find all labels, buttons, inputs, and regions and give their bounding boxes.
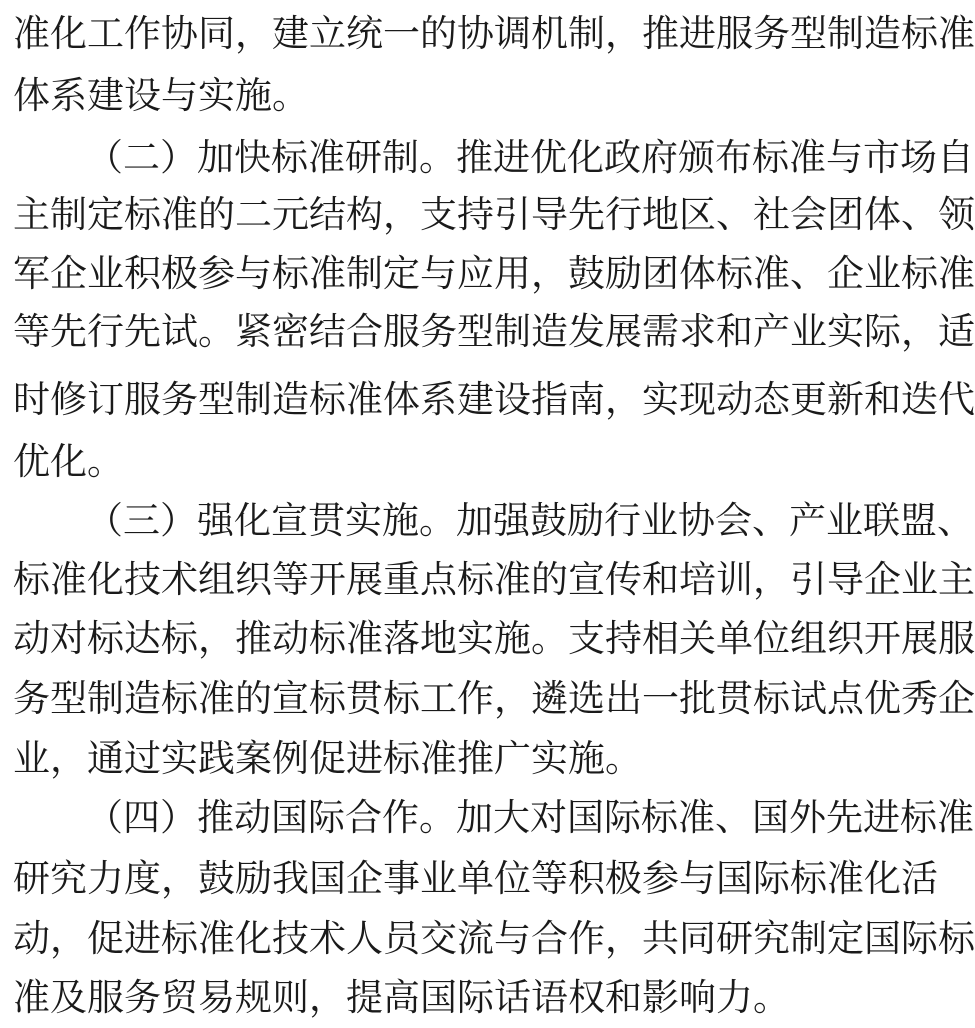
paragraph-line: 动 对 标 达 标 ， 推 动 标 准 落 地 实 施 。 支 持 相 关 单 位 组 织 开 展 服 xyxy=(13,617,975,660)
paragraph-line: 标 准 化 技 术 组 织 等 开 展 重 点 标 准 的 宣 传 和 培 训 ， 引 导 企 业 主 xyxy=(13,558,975,601)
paragraph-line: 动 ， 促 进 标 准 化 技 术 人 员 交 流 与 合 作 ， 共 同 研 究 制 定 国 际 标 xyxy=(13,917,975,960)
paragraph-line: 等 先 行 先 试 。 紧 密 结 合 服 务 型 制 造 发 展 需 求 和 产 业 实 际 ， 适 xyxy=(13,310,975,353)
paragraph-line: 优化。 xyxy=(13,440,124,483)
paragraph-heading-line: （ 二 ） 加 快 标 准 研 制 。 推 进 优 化 政 府 颁 布 标 准 与 市 场 自 xyxy=(86,136,974,179)
paragraph-line: 主 制 定 标 准 的 二 元 结 构 ， 支 持 引 导 先 行 地 区 、 社 会 团 体 、 领 xyxy=(13,193,975,236)
paragraph-heading-line: （ 三 ） 强 化 宣 贯 实 施 。 加 强 鼓 励 行 业 协 会 、 产 业 联 盟 、 xyxy=(86,499,974,542)
paragraph-line: 军 企 业 积 极 参 与 标 准 制 定 与 应 用 ， 鼓 励 团 体 标 准 、 企 业 标 准 xyxy=(13,252,975,295)
paragraph-line: 体系建设与实施。 xyxy=(13,74,309,117)
paragraph-line: 研 究 力 度 ， 鼓 励 我 国 企 事 业 单 位 等 积 极 参 与 国 际 标 准 化 活 xyxy=(13,857,938,900)
paragraph-line: 准 化 工 作 协 同 ， 建 立 统 一 的 协 调 机 制 ， 推 进 服 务 型 制 造 标 准 xyxy=(13,12,975,55)
paragraph-line: 务 型 制 造 标 准 的 宣 标 贯 标 工 作 ， 遴 选 出 一 批 贯 标 试 点 优 秀 企 xyxy=(13,677,975,720)
paragraph-line: 准及服务贸易规则，提高国际话语权和影响力。 xyxy=(13,976,790,1019)
paragraph-heading-line: （ 四 ） 推 动 国 际 合 作 。 加 大 对 国 际 标 准 、 国 外 先 进 标 准 xyxy=(86,796,974,839)
paragraph-line: 时 修 订 服 务 型 制 造 标 准 体 系 建 设 指 南 ， 实 现 动 态 更 新 和 迭 代 xyxy=(13,378,975,421)
paragraph-line: 业，通过实践案例促进标准推广实施。 xyxy=(13,737,642,780)
